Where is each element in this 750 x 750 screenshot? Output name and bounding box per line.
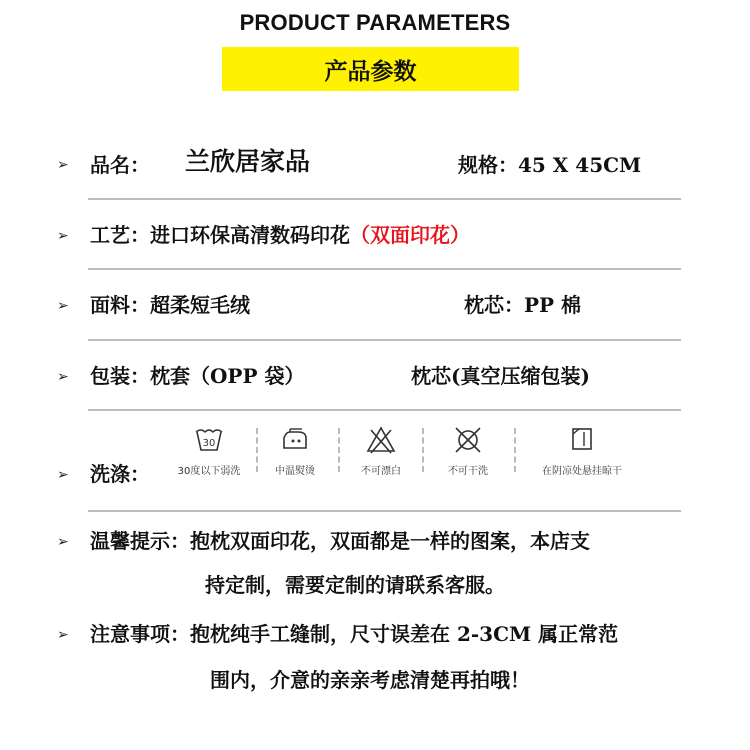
no-bleach-icon xyxy=(364,424,398,456)
divider xyxy=(88,339,681,341)
bullet-arrow-icon: ➢ xyxy=(57,157,69,173)
care-label: 在阴凉处悬挂晾干 xyxy=(542,466,622,477)
care-label: 中温熨烫 xyxy=(275,466,315,477)
washing-label: 洗涤： xyxy=(90,462,150,486)
row-craft xyxy=(0,223,750,253)
care-item xyxy=(526,424,638,488)
divider xyxy=(88,409,681,411)
craft-text: 工艺：进口环保高清数码印花 xyxy=(90,223,350,247)
bullet-arrow-icon: ➢ xyxy=(57,467,69,483)
care-label: 不可干洗 xyxy=(448,466,488,477)
craft-highlight: （双面印花） xyxy=(350,223,470,247)
row-fabric xyxy=(0,293,750,323)
bullet-arrow-icon: ➢ xyxy=(57,627,69,643)
bullet-arrow-icon: ➢ xyxy=(57,298,69,314)
care-item xyxy=(164,424,254,488)
brand-name: 兰欣居家品 xyxy=(185,147,311,176)
row-packing xyxy=(0,364,750,394)
fabric-text: 面料：超柔短毛绒 xyxy=(90,293,250,317)
bullet-arrow-icon: ➢ xyxy=(57,228,69,244)
packing-text: 包装：枕套（OPP 袋） xyxy=(90,364,305,388)
divider xyxy=(88,268,681,270)
tip-block xyxy=(0,527,750,607)
tip-line-1: 温馨提示：抱枕双面印花，双面都是一样的图案，本店支 xyxy=(90,529,590,553)
care-label: 30度以下弱洗 xyxy=(177,466,241,477)
no-dry-clean-icon xyxy=(451,424,485,456)
divider xyxy=(88,510,681,512)
care-separator xyxy=(514,428,516,472)
care-symbols xyxy=(164,424,644,488)
name-label: 品名： xyxy=(90,153,150,177)
core-text: 枕芯：PP 棉 xyxy=(464,293,582,317)
care-label: 不可漂白 xyxy=(361,466,401,477)
iron-icon xyxy=(278,424,312,454)
attention-block xyxy=(0,620,750,700)
attention-line-1: 注意事项：抱枕纯手工缝制，尺寸误差在 2-3CM 属正常范 xyxy=(90,622,619,646)
packing-core-text: 枕芯(真空压缩包装) xyxy=(411,364,590,388)
tip-line-2: 持定制，需要定制的请联系客服。 xyxy=(205,573,505,597)
divider xyxy=(88,198,681,200)
size-spec: 规格：45 X 45CM xyxy=(458,153,642,177)
row-name xyxy=(0,147,750,180)
care-item xyxy=(336,424,426,488)
title-cn-banner xyxy=(222,47,519,91)
bullet-arrow-icon: ➢ xyxy=(57,369,69,385)
attention-line-2: 围内，介意的亲亲考虑清楚再拍哦！ xyxy=(210,668,530,692)
line-dry-shade-icon xyxy=(567,424,597,454)
care-item xyxy=(423,424,513,488)
wash-30-icon xyxy=(193,424,225,454)
title-en: PRODUCT PARAMETERS xyxy=(239,10,511,35)
svg-text:30: 30 xyxy=(202,438,216,449)
bullet-arrow-icon: ➢ xyxy=(57,534,69,550)
title-cn: 产品参数 xyxy=(324,58,417,85)
care-item xyxy=(250,424,340,488)
